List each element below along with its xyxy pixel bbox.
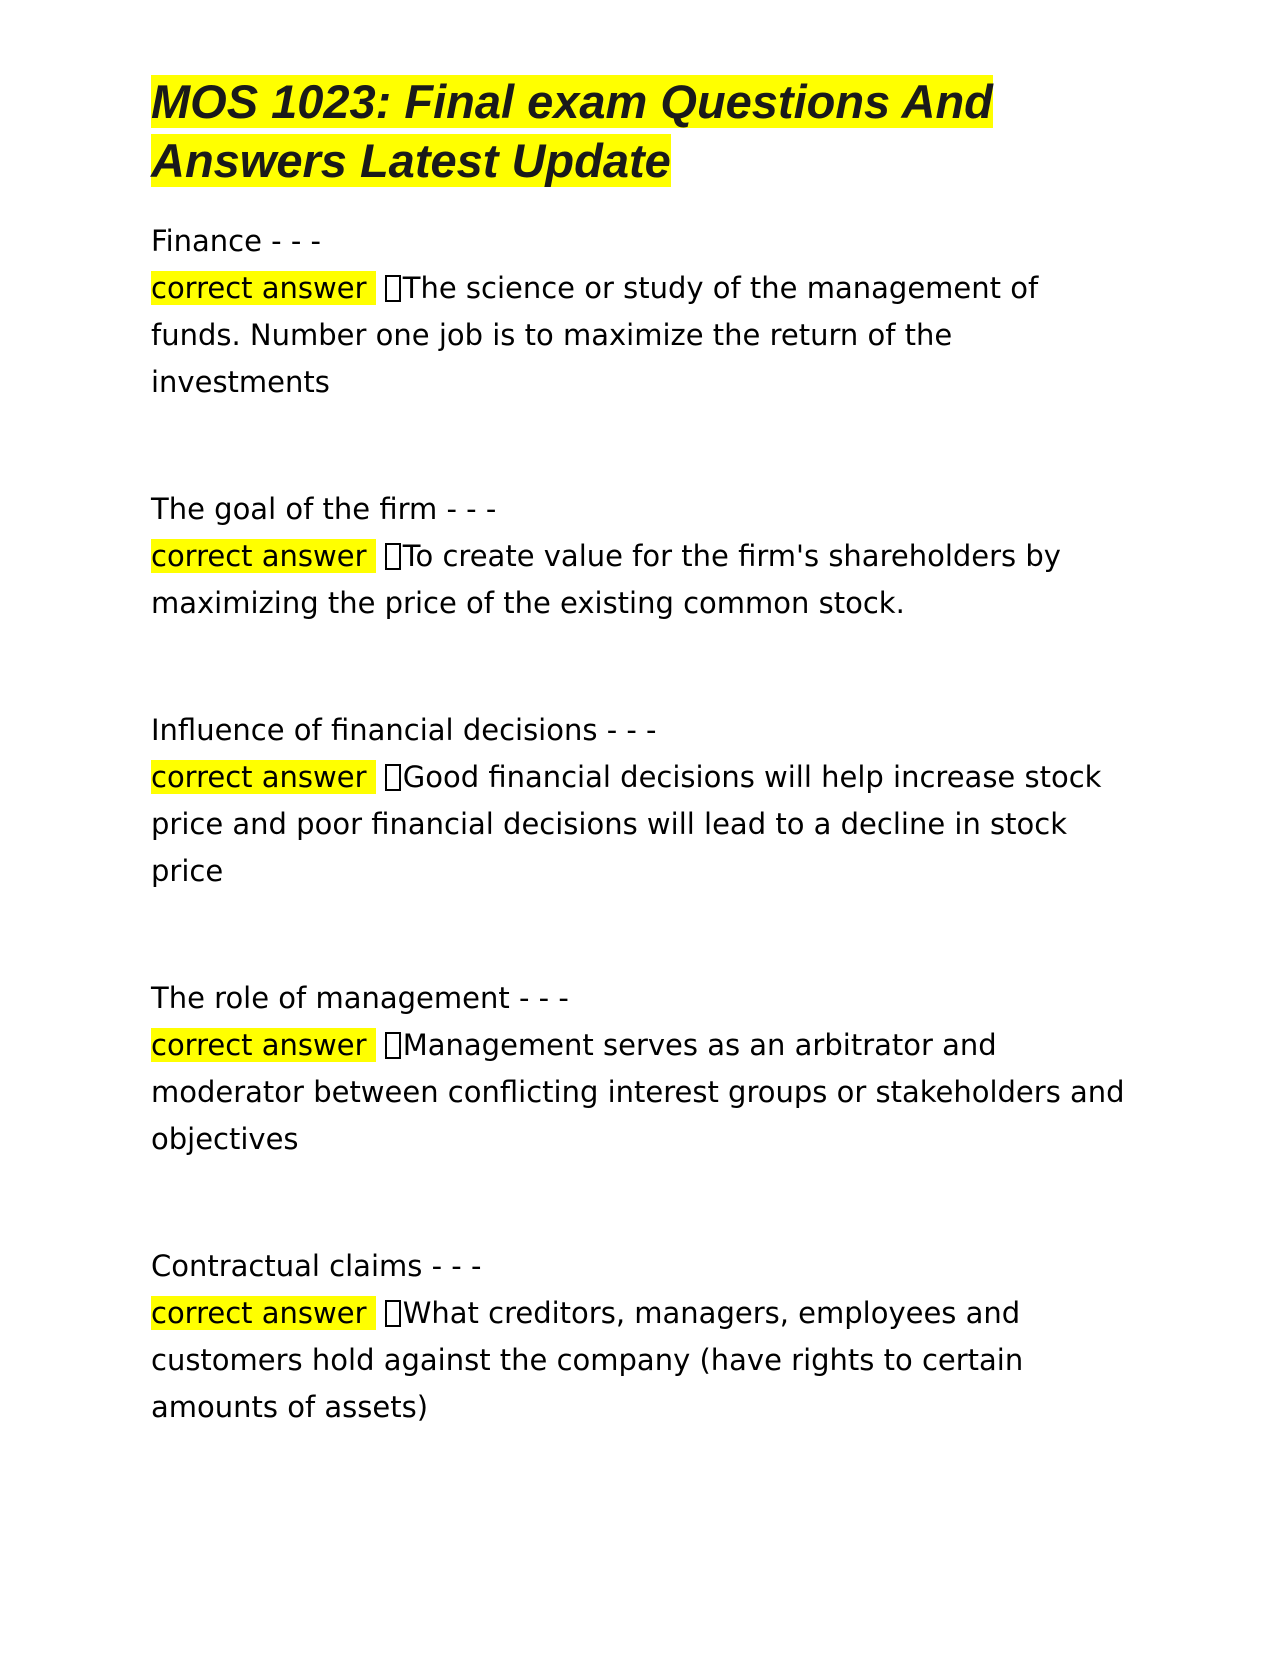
- answer-text: [151, 1022, 1131, 1163]
- answer-text: [151, 754, 1131, 895]
- missing-glyph-icon: [385, 1300, 401, 1327]
- question-text: Finance - - -: [151, 224, 321, 258]
- document-title: [151, 72, 1131, 190]
- missing-glyph-icon: [385, 1032, 401, 1059]
- answer-text: [151, 1290, 1131, 1431]
- answer-label: correct answer: [151, 271, 376, 305]
- question-text: Influence of financial decisions - - -: [151, 713, 657, 747]
- answer-label: correct answer: [151, 760, 376, 794]
- answer-body: What creditors, managers, employees and customers hold against the company (have rights to certain amounts of assets): [151, 1296, 1024, 1424]
- missing-glyph-icon: [385, 764, 401, 791]
- title-text: MOS 1023: Final exam Questions And Answers Latest Update: [151, 75, 993, 187]
- missing-glyph-icon: [385, 275, 401, 302]
- qa-item-role-of-management: [151, 975, 1131, 1163]
- question-text: The role of management - - -: [151, 981, 569, 1015]
- qa-item-goal-of-firm: [151, 486, 1131, 627]
- answer-label: correct answer: [151, 1296, 376, 1330]
- answer-body: Good financial decisions will help increase stock price and poor financial decisions will lead to a decline in stock price: [151, 760, 1102, 888]
- answer-text: [151, 533, 1131, 627]
- qa-item-contractual-claims: [151, 1243, 1131, 1431]
- answer-body: To create value for the firm's shareholders by maximizing the price of the existing common stock.: [151, 539, 1061, 620]
- question-text: Contractual claims - - -: [151, 1249, 482, 1283]
- missing-glyph-icon: [385, 543, 401, 570]
- qa-item-finance: [151, 218, 1131, 406]
- answer-body: The science or study of the management of funds. Number one job is to maximize the return of the investments: [151, 271, 1039, 399]
- answer-label: correct answer: [151, 539, 376, 573]
- question-text: The goal of the firm - - -: [151, 492, 497, 526]
- answer-body: Management serves as an arbitrator and moderator between conflicting interest groups or stakeholders and objectives: [151, 1028, 1125, 1156]
- qa-item-financial-decisions: [151, 707, 1131, 895]
- document-page: [151, 72, 1131, 1511]
- answer-text: [151, 265, 1131, 406]
- answer-label: correct answer: [151, 1028, 376, 1062]
